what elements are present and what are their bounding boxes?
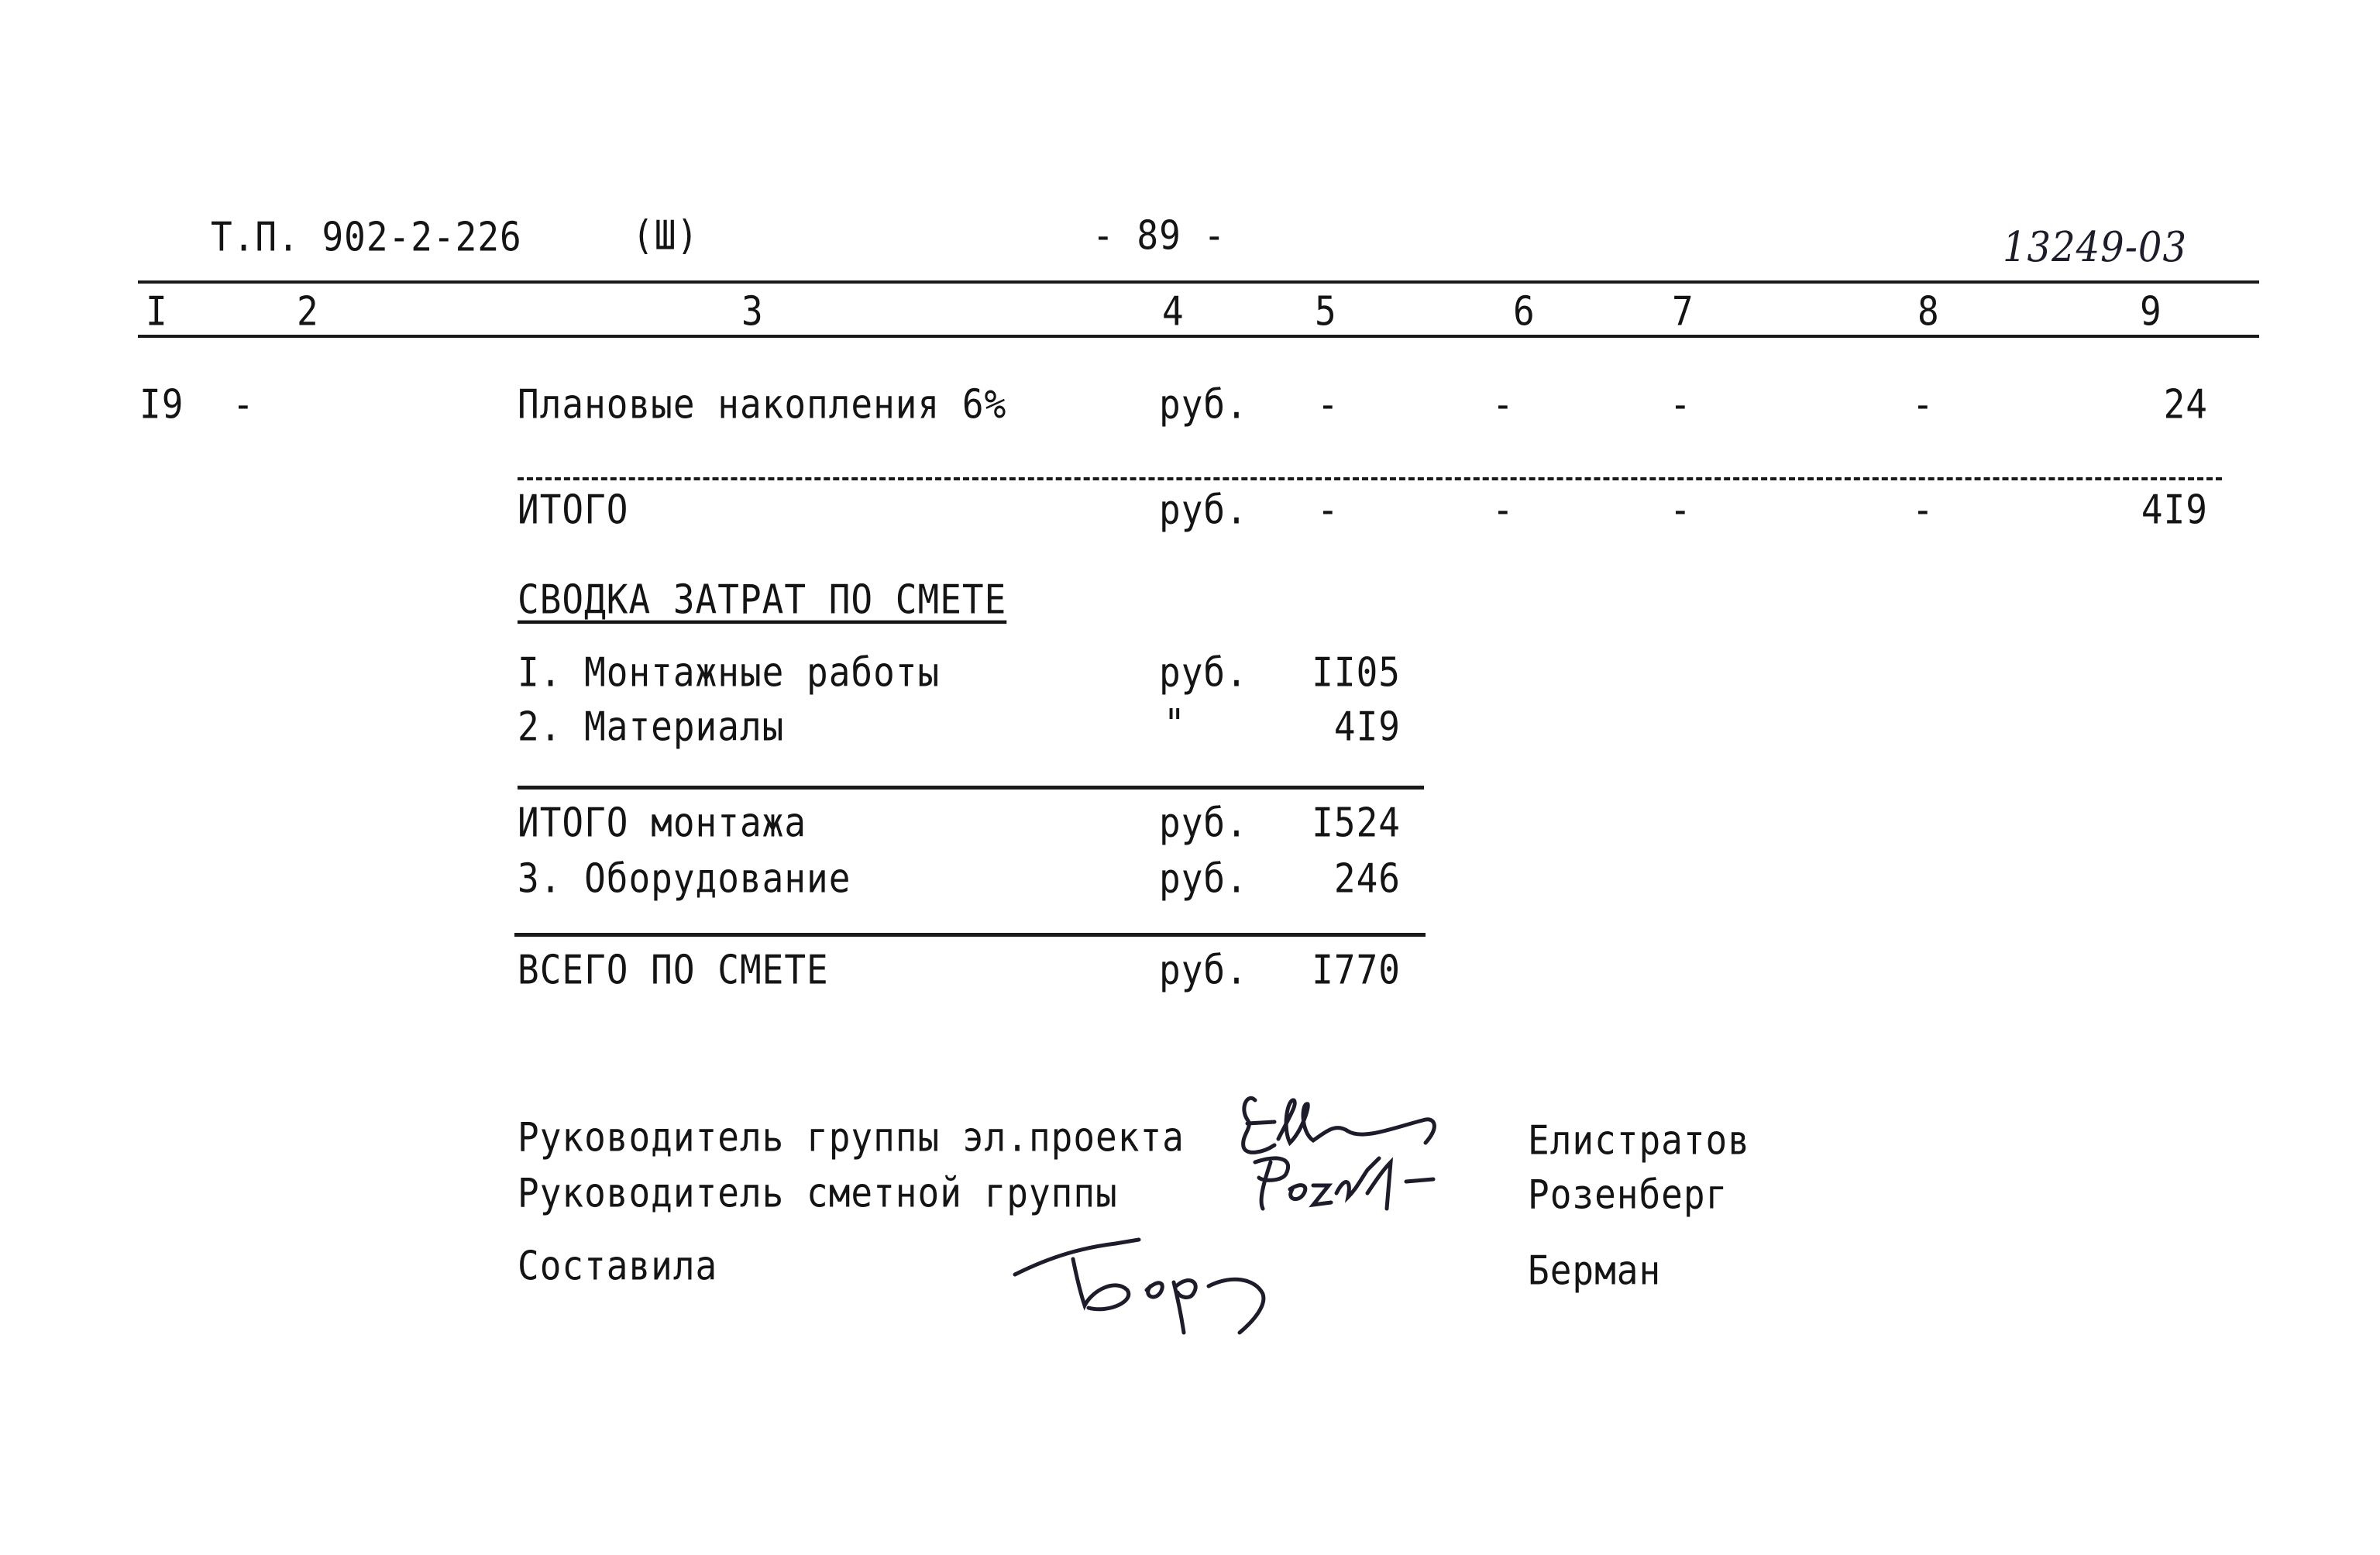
total-c7: - [1670, 486, 1692, 533]
total-c9: 4I9 [2141, 486, 2208, 533]
row-c7: - [1670, 380, 1692, 428]
total-unit: руб. [1159, 486, 1248, 533]
summary-title: СВОДКА ЗАТРАТ ПО СМЕТЕ [518, 576, 1007, 623]
table-header-bottom-rule [138, 335, 2259, 338]
grand-total-unit: руб. [1159, 946, 1248, 993]
total-c5: - [1317, 486, 1340, 533]
signature-name: Берман [1528, 1247, 1662, 1294]
col-header-2: 2 [297, 287, 319, 335]
dashed-separator [518, 477, 2222, 480]
doc-code: Т.П. 902-2-226 [211, 213, 522, 260]
section-number: (Ш) [632, 212, 700, 259]
signature-role: Составила [518, 1242, 718, 1289]
col-header-4: 4 [1162, 287, 1185, 335]
grand-total-value: I770 [1312, 946, 1401, 993]
signature-role: Руководитель сметной группы [518, 1169, 1118, 1216]
col-header-7: 7 [1672, 287, 1694, 335]
signature-name: Розенберг [1528, 1171, 1728, 1218]
table-top-rule [138, 280, 2259, 284]
mount-total-unit: руб. [1159, 799, 1248, 846]
summary-item-label: I. Монтажные работы [518, 648, 941, 696]
col-header-8: 8 [1917, 287, 1940, 335]
total-c6: - [1492, 486, 1515, 533]
total-label: ИТОГО [518, 486, 629, 533]
row-col2: - [232, 380, 255, 428]
row-name: Плановые накопления 6% [518, 380, 1007, 428]
summary-rule [518, 786, 1424, 790]
row-unit: руб. [1159, 380, 1248, 428]
col-header-9: 9 [2140, 287, 2162, 335]
mount-total-value: I524 [1312, 799, 1401, 846]
row-c8: - [1912, 380, 1935, 428]
row-number: I9 [139, 380, 184, 428]
grand-total-rule [514, 933, 1426, 937]
mount-total-label: ИТОГО монтажа [518, 799, 807, 846]
equipment-unit: руб. [1159, 855, 1248, 902]
signature-role: Руководитель группы эл.проекта [518, 1113, 1185, 1161]
summary-item-value: II05 [1312, 648, 1401, 696]
row-c6: - [1492, 380, 1515, 428]
summary-item-value: 4I9 [1333, 703, 1401, 750]
col-header-5: 5 [1315, 287, 1337, 335]
col-header-1: I [146, 287, 168, 335]
equipment-label: 3. Оборудование [518, 855, 851, 902]
col-header-6: 6 [1513, 287, 1536, 335]
page-number: - 89 - [1092, 212, 1226, 259]
archive-number: 13249-03 [2003, 222, 2187, 272]
total-c8: - [1912, 486, 1935, 533]
summary-item-unit: руб. [1159, 648, 1248, 696]
signature-mark-berman [1007, 1216, 1286, 1340]
row-c9: 24 [2163, 380, 2208, 428]
equipment-value: 246 [1333, 855, 1401, 902]
grand-total-label: ВСЕГО ПО СМЕТЕ [518, 946, 829, 993]
summary-item-unit: " [1164, 700, 1186, 747]
col-header-3: 3 [741, 287, 764, 335]
row-c5: - [1317, 380, 1340, 428]
summary-item-label: 2. Материалы [518, 703, 785, 750]
signature-mark-rozenberg [1240, 1147, 1472, 1224]
signature-name: Елистратов [1528, 1116, 1750, 1164]
